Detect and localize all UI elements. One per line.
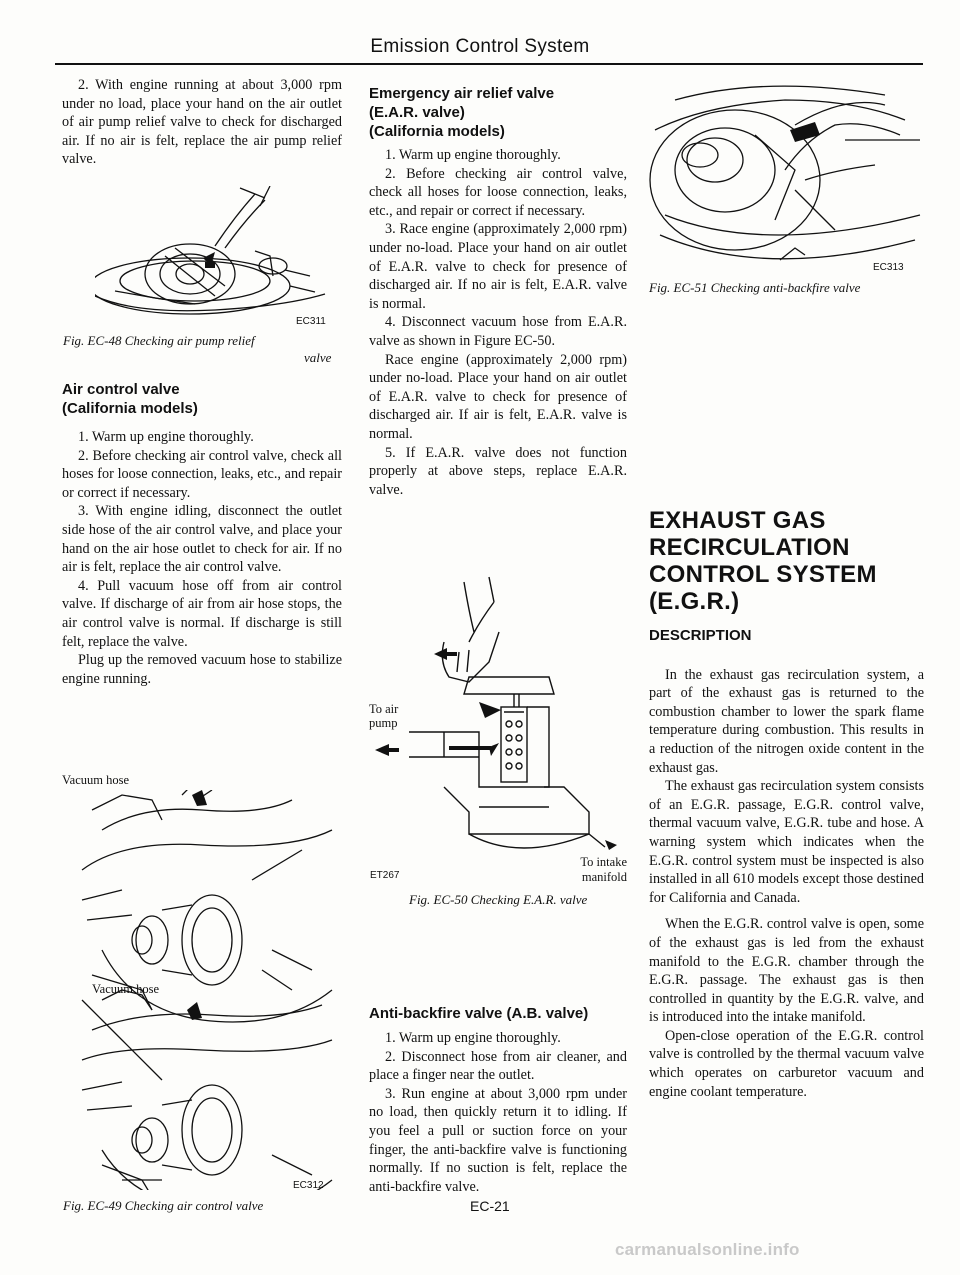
section-subtitle: (California models) (369, 123, 505, 140)
figure-code: EC312 (293, 1180, 324, 1191)
page-header: Emission Control System (370, 36, 590, 57)
page-number: EC-21 (470, 1198, 510, 1214)
chapter-title-line: EXHAUST GAS (649, 507, 826, 534)
column-1 (62, 76, 342, 169)
section-subtitle: (E.A.R. valve) (369, 104, 465, 121)
anti-backfire-valve-illustration (645, 80, 925, 275)
step: 5. If E.A.R. valve does not function properly at above steps, replace E.A.R. valve. (369, 444, 627, 498)
section-title: Air control valve (62, 381, 180, 398)
figure-code: EC313 (873, 262, 904, 273)
step: 4. Disconnect vacuum hose from E.A.R. valve as shown in Figure EC-50. (369, 314, 627, 349)
figure-ec48 (95, 186, 335, 316)
section-title: Emergency air relief valve (369, 85, 555, 102)
column-2 (369, 84, 627, 499)
step: 1. Warm up engine thoroughly. (385, 1030, 561, 1046)
ear-valve-illustration (369, 572, 629, 882)
figure-ec51 (645, 80, 925, 275)
step: 3. Race engine (approximately 2,000 rpm) under no-load. Place your hand on air outlet of E.A.R. valve to check for presence of discharged air. If no air is felt, E.A.R. valve is normal. (369, 221, 627, 312)
column-3 (649, 507, 924, 1101)
header-rule (55, 63, 923, 65)
step: 3. With engine idling, disconnect the outlet side hose of the air control valve, and place your hand on the air hose outlet to check for air. If no air is felt, replace the air control valve. (62, 503, 342, 576)
step: 4. Pull vacuum hose off from air control valve. If discharge of air from air hose stops, the air control valve is normal. If discharge is still felt, replace the valve. (62, 577, 342, 650)
vacuum-hose-label: Vacuum hose (92, 982, 159, 996)
vacuum-hose-label: Vacuum hose (62, 773, 129, 787)
paragraph: Open-close operation of the E.G.R. control valve is controlled by the thermal vacuum valve which operates on carburetor vacuum and engine coolant temperature. (649, 1027, 924, 1100)
paragraph: The exhaust gas recirculation system consists of an E.G.R. passage, E.G.R. control valve, thermal vacuum valve, E.G.R. tube and hose. A warning system which indicates when the E.G.R. control system must be inspected is also installed in all 610 models except those destined for California and Canada. (649, 778, 924, 906)
air-pump-illustration (95, 186, 335, 316)
step: 1. Warm up engine thoroughly. (385, 147, 561, 163)
column-1-body (62, 380, 342, 688)
section-title: DESCRIPTION (649, 627, 752, 644)
air-control-valve-illustration (62, 790, 342, 1190)
figure-ec49 (62, 790, 342, 1190)
figure-code: EC311 (296, 316, 326, 327)
to-air-pump-label: To air pump (369, 702, 399, 730)
figure-code: ET267 (370, 870, 400, 881)
paragraph: When the E.G.R. control valve is open, some of the exhaust gas is led from the exhaust manifold to the E.G.R. chamber through the E.G.R. passage. The exhaust gas is then controlled in quantity by the E.G.R. valve, and is introduced into the intake manifold. (649, 916, 924, 1026)
step: 3. Run engine at about 3,000 rpm under no load, then quickly return it to idling. If you feel a pull or suction force on your finger, the anti-backfire valve is functioning normally. If no suction is felt, replace the anti-backfire valve. (369, 1085, 627, 1195)
step: 2. Disconnect hose from air cleaner, and place a finger near the outlet. (369, 1048, 627, 1084)
section-title: Anti-backfire valve (A.B. valve) (369, 1005, 589, 1022)
figure-caption: Fig. EC-48 Checking air pump relief (63, 333, 255, 348)
column-2-body (369, 1004, 627, 1196)
paragraph: Race engine (approximately 2,000 rpm) under no-load. Place your hand on air outlet of E.A.R. valve to check for presence of discharged air. If air is felt, E.A.R. valve is normal. (369, 351, 627, 442)
chapter-title-line: RECIRCULATION (649, 534, 850, 561)
to-intake-manifold-label: To intake manifold (580, 855, 627, 884)
section-subtitle: (California models) (62, 400, 198, 417)
paragraph: Plug up the removed vacuum hose to stabilize engine running. (62, 652, 342, 687)
step: 1. Warm up engine thoroughly. (78, 429, 254, 445)
figure-caption-cont: valve (304, 350, 332, 365)
chapter-title-line: CONTROL SYSTEM (649, 561, 877, 588)
figure-caption: Fig. EC-50 Checking E.A.R. valve (409, 892, 588, 907)
figure-caption: Fig. EC-49 Checking air control valve (63, 1198, 264, 1213)
paragraph: In the exhaust gas recirculation system, a part of the exhaust gas is returned to the combustion chamber to lower the spark flame temperature during combustion. This results in a reduction of the nitrogen oxide content in the exhaust gas. (649, 666, 924, 776)
watermark: carmanualsonline.info (615, 1240, 800, 1259)
figure-ec50 (369, 572, 629, 882)
step: 2. Before checking air control valve, check all hoses for loose connection, leaks, etc., and repair or correct if necessary. (62, 447, 342, 501)
paragraph: 2. With engine running at about 3,000 rpm under no load, place your hand on the air outlet of air pump relief valve to check for discharged air. If no air is felt, replace the air pump relief valve. (62, 77, 342, 168)
chapter-title-line: (E.G.R.) (649, 588, 740, 615)
figure-caption: Fig. EC-51 Checking anti-backfire valve (649, 280, 861, 295)
step: 2. Before checking air control valve, check all hoses for loose connection, leaks, etc., and repair or correct if necessary. (369, 165, 627, 219)
